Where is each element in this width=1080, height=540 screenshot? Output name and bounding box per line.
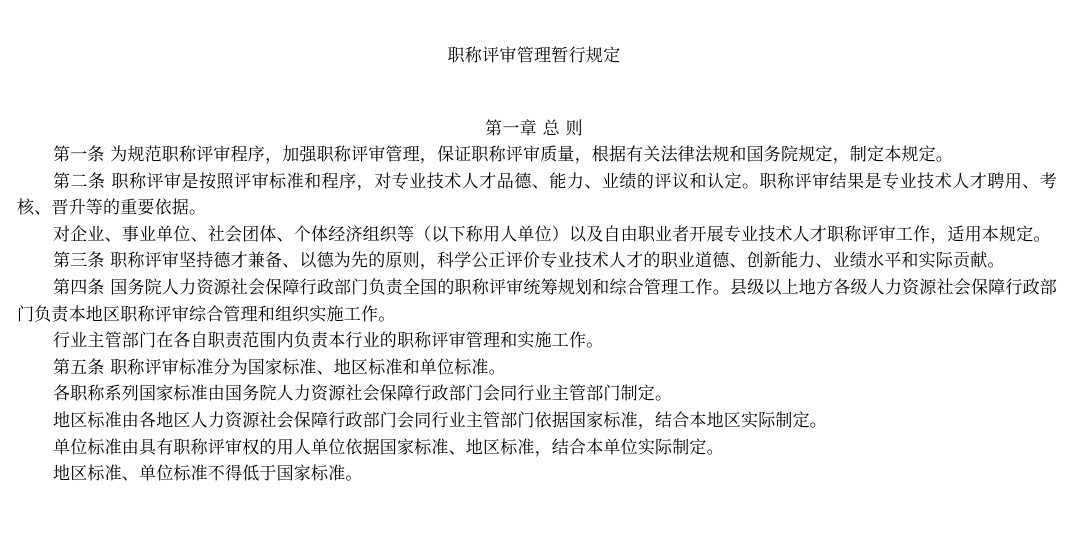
paragraph-article-5-minimum: 地区标准、单位标准不得低于国家标准。 [53,464,363,485]
paragraph-article-2: 第二条 职称评审是按照评审标准和程序，对专业技术人才品德、能力、业绩的评议和认定。职称评审结果是专业技术人才聘用、考核、晋升等的重要依据。 [17,171,1057,219]
paragraph-article-5-national: 各职称系列国家标准由国务院人力资源社会保障行政部门会同行业主管部门制定。 [53,384,673,405]
document-title: 职称评审管理暂行规定 [447,46,621,66]
paragraph-article-2-scope: 对企业、事业单位、社会团体、个体经济组织等（以下称用人单位）以及自由职业者开展专业技术人才职称评审工作，适用本规定。 [53,224,1051,245]
paragraph-article-4: 第四条 国务院人力资源社会保障行政部门负责全国的职称评审统筹规划和综合管理工作。县级以上地方各级人力资源社会保障行政部门负责本地区职称评审综合管理和组织实施工作。 [17,277,1057,325]
chapter-title: 第一章 总 则 [485,119,583,139]
paragraph-article-1: 第一条 为规范职称评审程序，加强职称评审管理，保证职称评审质量，根据有关法律法规和国务院规定，制定本规定。 [53,145,954,165]
paragraph-article-3: 第三条 职称评审坚持德才兼备、以德为先的原则，科学公正评价专业技术人才的职业道德、创新能力、业绩水平和实际贡献。 [53,251,1005,272]
paragraph-article-5-unit: 单位标准由具有职称评审权的用人单位依据国家标准、地区标准，结合本单位实际制定。 [53,437,724,458]
paragraph-article-4-industry: 行业主管部门在各自职责范围内负责本行业的职称评审管理和实施工作。 [53,331,604,352]
document-body [17,142,1057,488]
paragraph-article-5: 第五条 职称评审标准分为国家标准、地区标准和单位标准。 [53,357,506,378]
paragraph-article-5-regional: 地区标准由各地区人力资源社会保障行政部门会同行业主管部门依据国家标准，结合本地区实际制定。 [53,410,827,431]
